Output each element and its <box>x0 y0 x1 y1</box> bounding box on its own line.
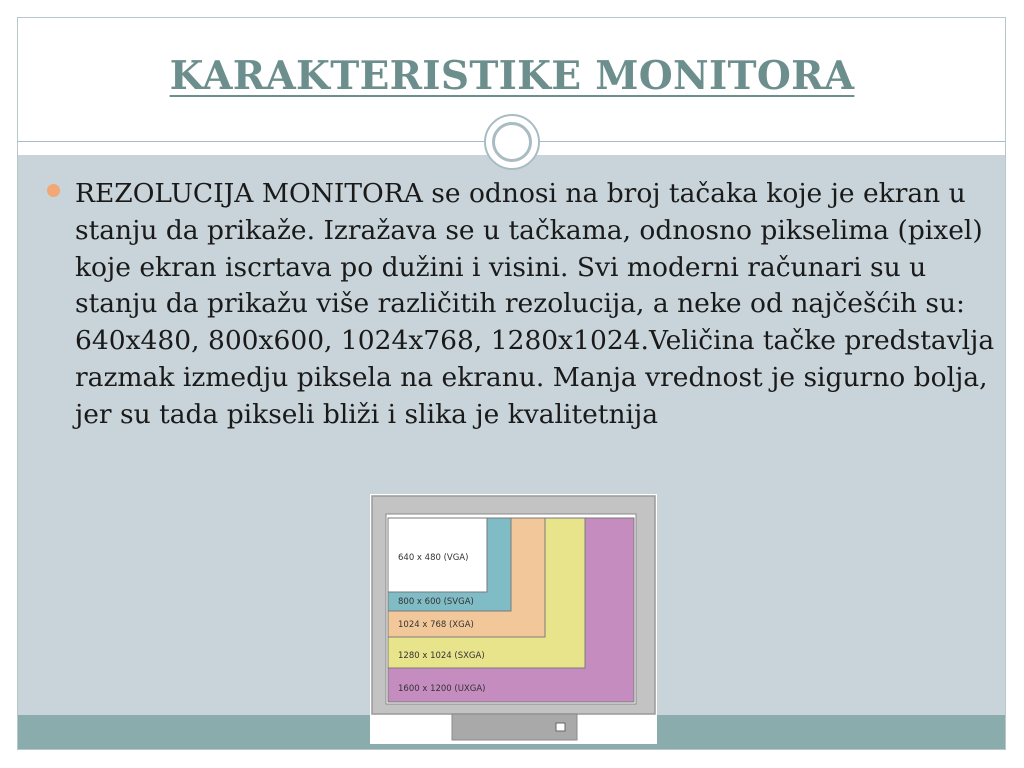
circle-ornament-inner <box>492 122 532 162</box>
res-label-vga: 640 x 480 (VGA) <box>398 553 469 563</box>
res-label-xga: 1024 x 768 (XGA) <box>398 620 474 630</box>
power-button-icon <box>556 723 565 731</box>
res-label-svga: 800 x 600 (SVGA) <box>398 597 474 607</box>
monitor-resolution-diagram <box>370 494 657 744</box>
slide-title: KARAKTERISTIKE MONITORA <box>169 53 855 99</box>
circle-ornament-icon <box>484 114 540 170</box>
res-label-sxga: 1280 x 1024 (SXGA) <box>398 651 485 661</box>
bullet-icon <box>47 184 60 197</box>
resolution-figure <box>370 494 657 744</box>
res-label-uxga: 1600 x 1200 (UXGA) <box>398 684 486 694</box>
bullet-text: REZOLUCIJA MONITORA se odnosi na broj tačaka koje je ekran u stanju da prikaže. Izražava se u tačkama, odnosno pikselima (pixel) koje ekran iscrtava po dužini i visini. Svi moderni računari su u stanju da prikažu više različitih rezolucija, a neke od najčešćih su: 640x480, 800x600, 1024x768, 1280x1024.Veličina tačke predstavlja razmak izmedju piksela na ekranu. Manja vrednost je sigurno bolja, jer su tada pikseli bliži i slika je kvalitetnija <box>75 178 995 430</box>
